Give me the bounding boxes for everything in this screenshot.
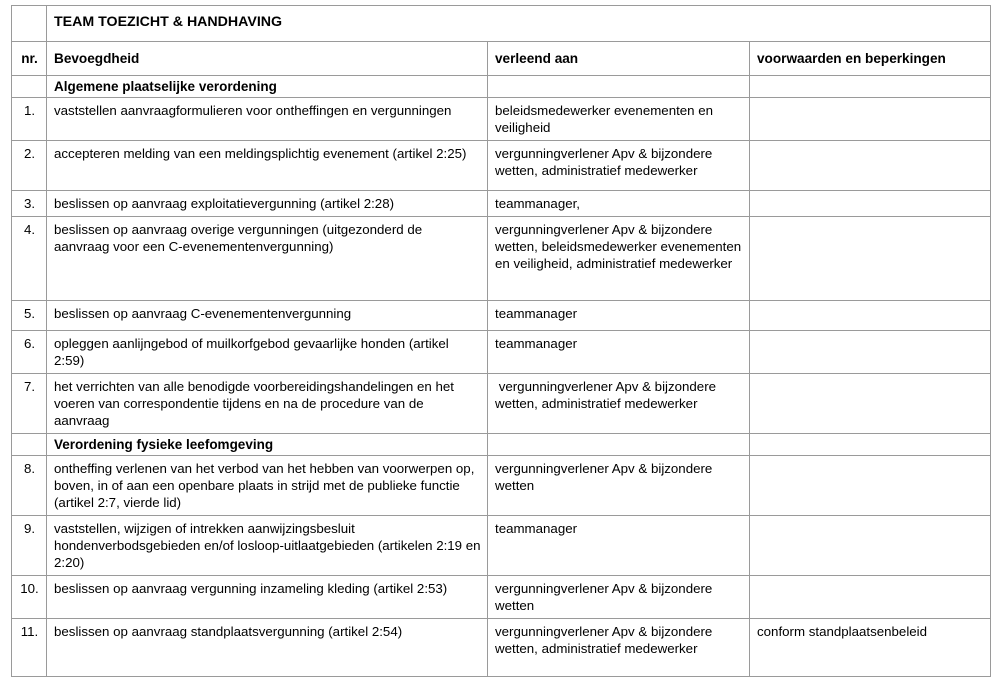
title-row-spacer — [12, 6, 47, 42]
row-nr: 2. — [12, 141, 47, 191]
document-title: TEAM TOEZICHT & HANDHAVING — [47, 6, 991, 42]
row-nr: 4. — [12, 217, 47, 301]
table-row — [12, 98, 991, 141]
column-header-nr: nr. — [12, 42, 47, 76]
row-voorwaarden — [750, 191, 991, 217]
row-voorwaarden — [750, 374, 991, 434]
row-voorwaarden — [750, 516, 991, 576]
row-verleend-aan: teammanager — [488, 331, 750, 374]
section-voorwaarden-spacer — [750, 434, 991, 456]
table-row — [12, 456, 991, 516]
row-nr: 1. — [12, 98, 47, 141]
row-verleend-aan: vergunningverlener Apv & bijzondere wetten, administratief medewerker — [488, 619, 750, 677]
table-row — [12, 374, 991, 434]
section-voorwaarden-spacer — [750, 76, 991, 98]
row-nr: 10. — [12, 576, 47, 619]
row-bevoegdheid: beslissen op aanvraag vergunning inzameling kleding (artikel 2:53) — [47, 576, 488, 619]
row-verleend-aan — [488, 217, 750, 301]
row-bevoegdheid: accepteren melding van een meldingsplichtig evenement (artikel 2:25) — [47, 141, 488, 191]
row-bevoegdheid: beslissen op aanvraag standplaatsvergunning (artikel 2:54) — [47, 619, 488, 677]
row-voorwaarden — [750, 217, 991, 301]
row-nr: 9. — [12, 516, 47, 576]
row-bevoegdheid: beslissen op aanvraag exploitatievergunning (artikel 2:28) — [47, 191, 488, 217]
section-label-vfl: Verordening fysieke leefomgeving — [47, 434, 488, 456]
table-title-row — [12, 6, 991, 42]
row-nr: 11. — [12, 619, 47, 677]
section-row-vfl — [12, 434, 991, 456]
table-header-row — [12, 42, 991, 76]
row-nr: 8. — [12, 456, 47, 516]
row-nr: 3. — [12, 191, 47, 217]
row-verleend-aan-text: vergunningverlener Apv & bijzondere wetten, administratief medewerker — [495, 379, 720, 411]
column-header-voorwaarden: voorwaarden en beperkingen — [750, 42, 991, 76]
row-voorwaarden: conform standplaatsenbeleid — [750, 619, 991, 677]
row-verleend-aan: vergunningverlener Apv & bijzondere wetten — [488, 456, 750, 516]
row-voorwaarden — [750, 141, 991, 191]
row-voorwaarden — [750, 301, 991, 331]
row-verleend-aan: teammanager, — [488, 191, 750, 217]
table-row — [12, 301, 991, 331]
row-voorwaarden — [750, 456, 991, 516]
section-verleend-spacer — [488, 434, 750, 456]
section-nr-spacer — [12, 76, 47, 98]
row-nr: 7. — [12, 374, 47, 434]
row-bevoegdheid: beslissen op aanvraag overige vergunningen (uitgezonderd de aanvraag voor een C-evenementenvergunning) — [47, 217, 488, 301]
section-label-apv: Algemene plaatselijke verordening — [47, 76, 488, 98]
column-header-verleend-aan: verleend aan — [488, 42, 750, 76]
section-verleend-spacer — [488, 76, 750, 98]
table-row — [12, 191, 991, 217]
row-voorwaarden — [750, 331, 991, 374]
table-row — [12, 516, 991, 576]
row-verleend-aan: teammanager — [488, 516, 750, 576]
section-row-apv — [12, 76, 991, 98]
column-header-bevoegdheid: Bevoegdheid — [47, 42, 488, 76]
row-verleend-aan: beleidsmedewerker evenementen en veiligheid — [488, 98, 750, 141]
row-bevoegdheid: vaststellen, wijzigen of intrekken aanwijzingsbesluit hondenverbodsgebieden en/of losloop-uitlaatgebieden (artikelen 2:19 en 2:20) — [47, 516, 488, 576]
table-row — [12, 141, 991, 191]
row-verleend-aan — [488, 374, 750, 434]
table-row — [12, 619, 991, 677]
row-nr: 6. — [12, 331, 47, 374]
table-row — [12, 331, 991, 374]
row-voorwaarden — [750, 98, 991, 141]
row-bevoegdheid: beslissen op aanvraag C-evenementenvergunning — [47, 301, 488, 331]
row-bevoegdheid: opleggen aanlijngebod of muilkorfgebod gevaarlijke honden (artikel 2:59) — [47, 331, 488, 374]
row-verleend-aan: vergunningverlener Apv & bijzondere wetten — [488, 576, 750, 619]
row-bevoegdheid: vaststellen aanvraagformulieren voor ontheffingen en vergunningen — [47, 98, 488, 141]
row-bevoegdheid: ontheffing verlenen van het verbod van het hebben van voorwerpen op, boven, in of aan een openbare plaats in strijd met de publieke functie (artikel 2:7, vierde lid) — [47, 456, 488, 516]
row-verleend-aan: teammanager — [488, 301, 750, 331]
section-nr-spacer — [12, 434, 47, 456]
row-voorwaarden — [750, 576, 991, 619]
table-row — [12, 576, 991, 619]
table-row — [12, 217, 991, 301]
row-verleend-aan-text: vergunningverlener Apv & bijzondere wetten, beleidsmedewerker evenementen en veiligheid, administratief medewerker — [495, 222, 745, 271]
mandate-table — [11, 5, 991, 677]
row-bevoegdheid: het verrichten van alle benodigde voorbereidingshandelingen en het voeren van correspondentie tijdens en na de procedure van de aanvraag — [47, 374, 488, 434]
row-nr: 5. — [12, 301, 47, 331]
row-verleend-aan: vergunningverlener Apv & bijzondere wetten, administratief medewerker — [488, 141, 750, 191]
